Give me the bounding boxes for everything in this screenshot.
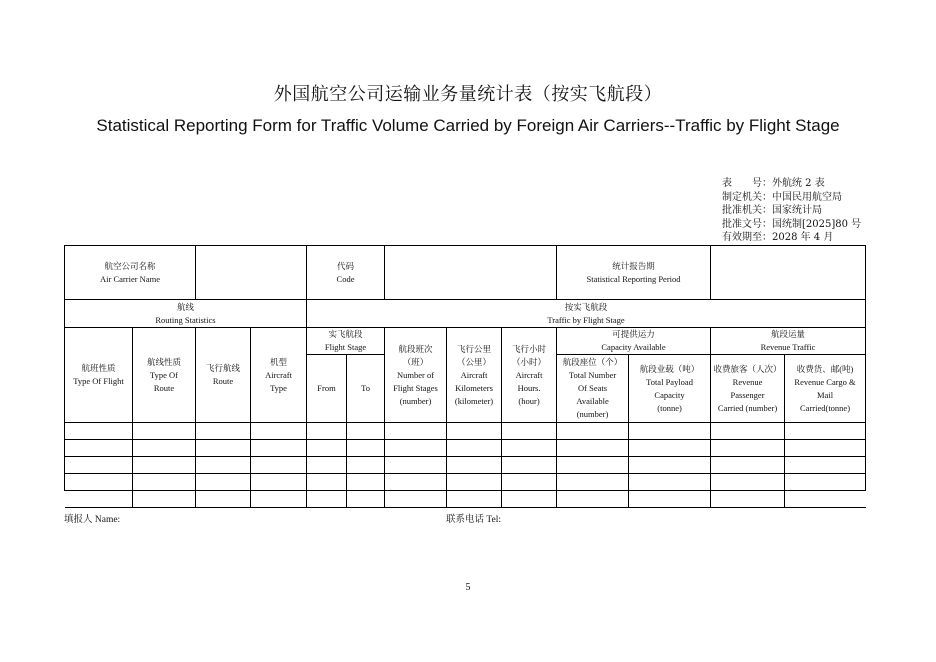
reporting-period-label: 统计报告期 Statistical Reporting Period xyxy=(557,246,711,300)
table-cell[interactable] xyxy=(711,440,785,457)
table-cell[interactable] xyxy=(385,474,447,491)
table-cell[interactable] xyxy=(447,491,502,508)
table-cell[interactable] xyxy=(65,440,133,457)
col-type-of-route: 航线性质 Type Of Route xyxy=(133,328,196,423)
code-label: 代码 Code xyxy=(307,246,385,300)
col-capacity-available: 可提供运力 Capacity Available xyxy=(557,328,711,355)
table-cell[interactable] xyxy=(347,491,385,508)
table-cell[interactable] xyxy=(629,474,711,491)
table-row xyxy=(65,440,866,457)
table-cell[interactable] xyxy=(502,423,557,440)
table-cell[interactable] xyxy=(557,474,629,491)
table-cell[interactable] xyxy=(557,423,629,440)
table-cell[interactable] xyxy=(251,423,307,440)
col-aircraft-type: 机型 Aircraft Type xyxy=(251,328,307,423)
table-cell[interactable] xyxy=(65,474,133,491)
traffic-by-flight-stage-header: 按实飞航段 Traffic by Flight Stage xyxy=(307,300,866,328)
col-revenue-traffic: 航段运量 Revenue Traffic xyxy=(711,328,866,355)
col-from: From xyxy=(307,355,347,423)
telephone-label: 联系电话 Tel: xyxy=(446,515,502,525)
table-cell[interactable] xyxy=(347,423,385,440)
col-aircraft-kilometers: 飞行公里 （公里） Aircraft Kilometers (kilometer) xyxy=(447,328,502,423)
table-cell[interactable] xyxy=(502,491,557,508)
table-cell[interactable] xyxy=(385,440,447,457)
table-row xyxy=(65,423,866,440)
col-type-of-flight: 航班性质 Type Of Flight xyxy=(65,328,133,423)
table-cell[interactable] xyxy=(347,440,385,457)
valid-until: 有效期至：2028 年 4 月 xyxy=(722,232,834,243)
table-cell[interactable] xyxy=(347,457,385,474)
table-cell[interactable] xyxy=(447,423,502,440)
table-cell[interactable] xyxy=(196,423,251,440)
page-title-cn: 外国航空公司运输业务量统计表（按实飞航段） xyxy=(273,84,663,105)
table-cell[interactable] xyxy=(65,423,133,440)
table-cell[interactable] xyxy=(785,423,866,440)
table-cell[interactable] xyxy=(785,474,866,491)
page-title-en: Statistical Reporting Form for Traffic Volume Carried by Foreign Air Carriers--Traffic by Flight Stage xyxy=(96,116,840,135)
table-cell[interactable] xyxy=(502,440,557,457)
col-route: 飞行航线 Route xyxy=(196,328,251,423)
table-cell[interactable] xyxy=(133,457,196,474)
table-cell[interactable] xyxy=(447,440,502,457)
table-cell[interactable] xyxy=(557,440,629,457)
col-total-seats: 航段座位（个） Total Number Of Seats Available (number) xyxy=(557,355,629,423)
table-cell[interactable] xyxy=(251,440,307,457)
table-cell[interactable] xyxy=(307,457,347,474)
filler-name-label: 填报人 Name: xyxy=(64,515,121,525)
table-cell[interactable] xyxy=(196,440,251,457)
col-number-of-flight-stages: 航段班次 （班） Number of Flight Stages (number) xyxy=(385,328,447,423)
table-cell[interactable] xyxy=(447,457,502,474)
reporting-period-value[interactable] xyxy=(711,246,866,300)
table-cell[interactable] xyxy=(557,491,629,508)
form-metadata xyxy=(722,177,922,245)
statistics-table xyxy=(64,245,866,508)
col-revenue-passengers: 收费旅客（人次） Revenue Passenger Carried (number) xyxy=(711,355,785,423)
table-cell[interactable] xyxy=(785,457,866,474)
approving-authority: 批准机关：国家统计局 xyxy=(722,205,822,216)
carrier-name-label: 航空公司名称 Air Carrier Name xyxy=(65,246,196,300)
table-cell[interactable] xyxy=(557,457,629,474)
table-cell[interactable] xyxy=(711,457,785,474)
table-cell[interactable] xyxy=(629,491,711,508)
table-cell[interactable] xyxy=(307,474,347,491)
table-cell[interactable] xyxy=(133,474,196,491)
table-cell[interactable] xyxy=(629,457,711,474)
col-aircraft-hours: 飞行小时 （小时） Aircraft Hours. (hour) xyxy=(502,328,557,423)
table-cell[interactable] xyxy=(502,457,557,474)
col-revenue-cargo-mail: 收费货、邮(吨) Revenue Cargo & Mail Carried(tonne) xyxy=(785,355,866,423)
table-cell[interactable] xyxy=(385,423,447,440)
col-flight-stage: 实飞航段 Flight Stage xyxy=(307,328,385,355)
table-cell[interactable] xyxy=(711,491,785,508)
table-cell[interactable] xyxy=(65,457,133,474)
approval-number: 批准文号：国统制[2025]80 号 xyxy=(722,218,862,230)
table-cell[interactable] xyxy=(447,474,502,491)
table-cell[interactable] xyxy=(133,423,196,440)
form-number: 表 号：外航统 2 表 xyxy=(722,178,825,189)
table-row xyxy=(65,474,866,491)
carrier-name-value[interactable] xyxy=(196,246,307,300)
table-row xyxy=(65,491,866,508)
table-cell[interactable] xyxy=(251,457,307,474)
table-cell[interactable] xyxy=(711,474,785,491)
table-cell[interactable] xyxy=(65,491,133,508)
table-cell[interactable] xyxy=(347,474,385,491)
table-cell[interactable] xyxy=(196,491,251,508)
col-to: To xyxy=(347,355,385,423)
table-cell[interactable] xyxy=(785,491,866,508)
issuing-authority: 制定机关：中国民用航空局 xyxy=(722,191,842,203)
routing-statistics-header: 航线 Routing Statistics xyxy=(65,300,307,328)
table-cell[interactable] xyxy=(785,440,866,457)
table-cell[interactable] xyxy=(307,423,347,440)
page-number: 5 xyxy=(465,582,471,593)
table-cell[interactable] xyxy=(307,491,347,508)
col-total-payload: 航段业载（吨） Total Payload Capacity (tonne) xyxy=(629,355,711,423)
table-cell[interactable] xyxy=(385,457,447,474)
table-cell[interactable] xyxy=(711,423,785,440)
table-cell[interactable] xyxy=(629,440,711,457)
table-cell[interactable] xyxy=(251,491,307,508)
table-cell[interactable] xyxy=(133,491,196,508)
table-cell[interactable] xyxy=(307,440,347,457)
table-cell[interactable] xyxy=(196,457,251,474)
table-cell[interactable] xyxy=(629,423,711,440)
table-cell[interactable] xyxy=(385,491,447,508)
code-value[interactable] xyxy=(385,246,557,300)
table-cell[interactable] xyxy=(502,474,557,491)
table-row xyxy=(65,457,866,474)
table-cell[interactable] xyxy=(196,474,251,491)
table-cell[interactable] xyxy=(133,440,196,457)
table-cell[interactable] xyxy=(251,474,307,491)
